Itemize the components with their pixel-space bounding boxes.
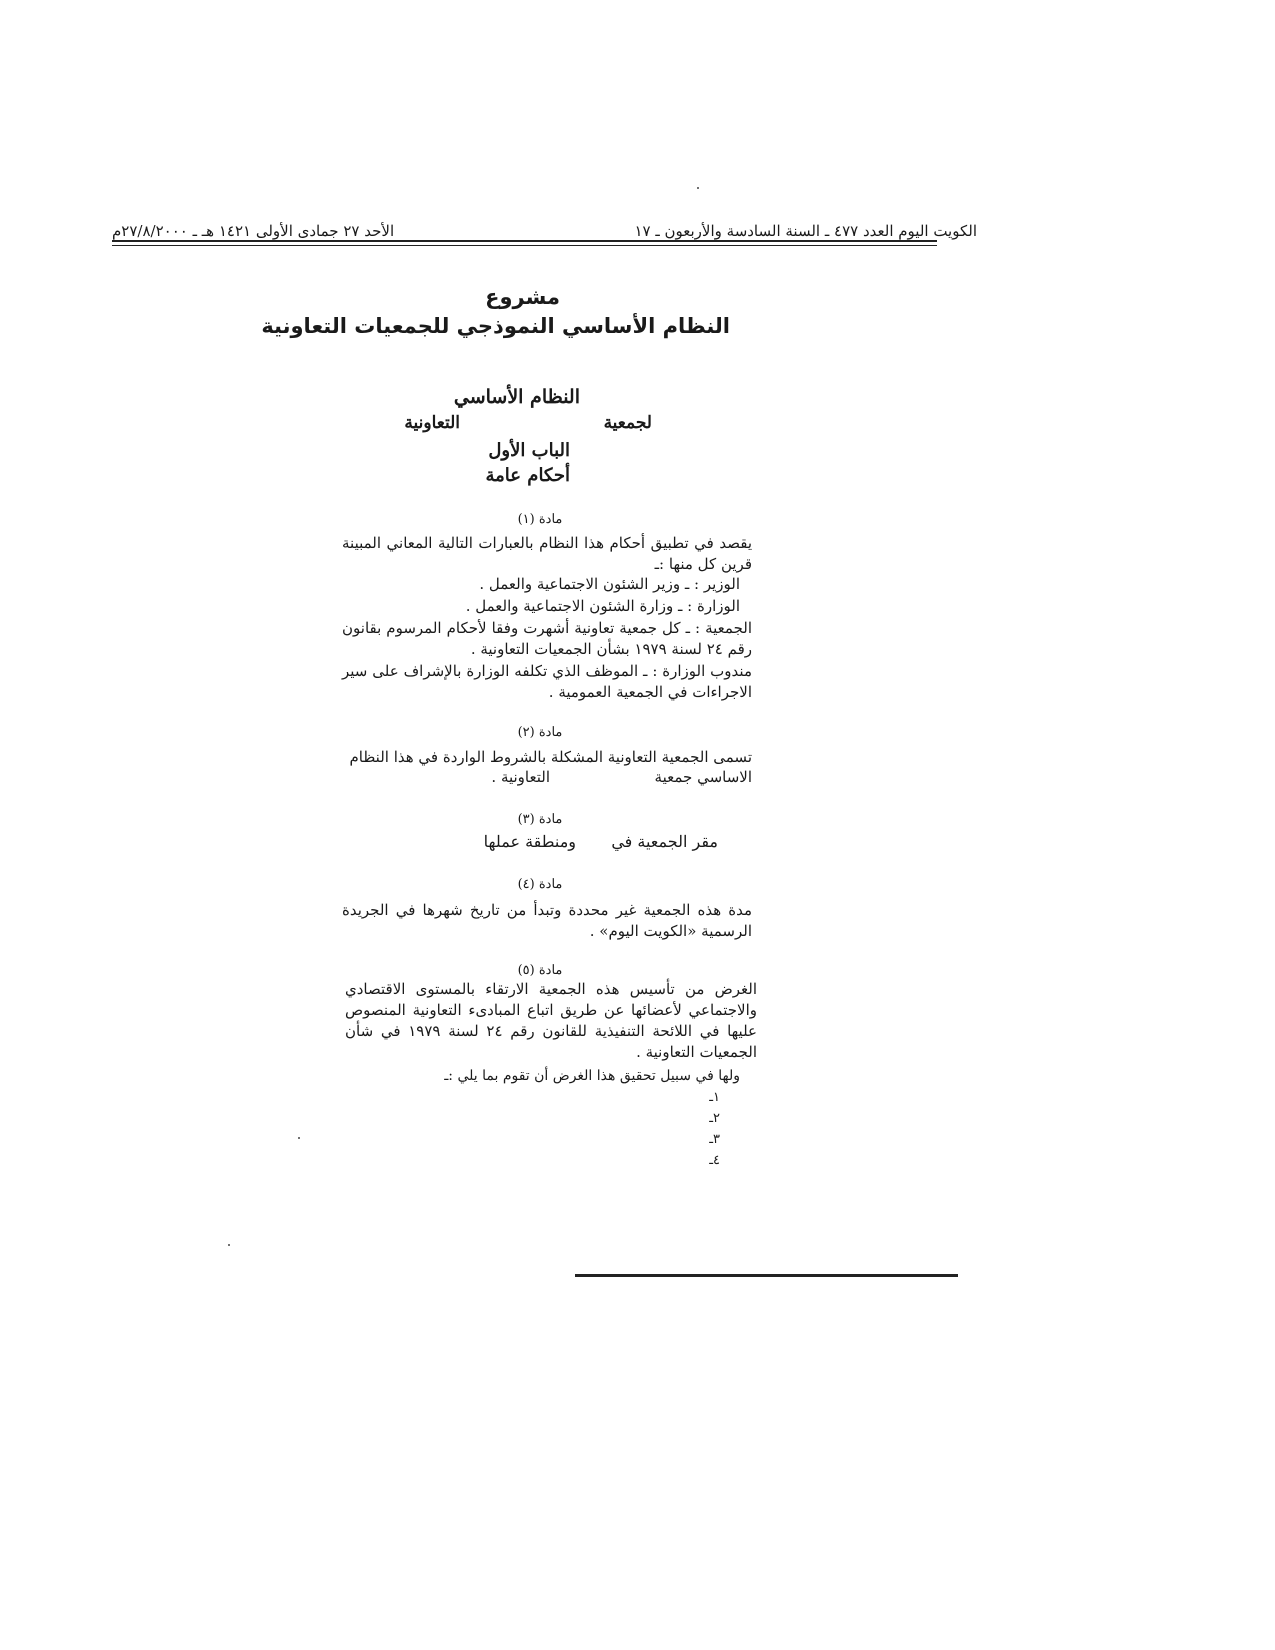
header-rule-thin — [112, 245, 937, 246]
article-4-text: مدة هذه الجمعية غير محددة وتبدأ من تاريخ شهرها في الجريدة الرسمية «الكويت اليوم» . — [342, 901, 752, 940]
header-issue-info: الكويت اليوم العدد ٤٧٧ ـ السنة السادسة والأربعون ـ ١٧ — [634, 222, 977, 240]
scan-speck — [228, 1244, 230, 1246]
article-2-society-name-end: التعاونية . — [491, 768, 550, 786]
article-2-line-1: تسمى الجمعية التعاونية المشكلة بالشروط الواردة في هذا النظام — [349, 748, 752, 766]
article-5-item-2: ٢ـ — [709, 1111, 720, 1126]
document-title: النظام الأساسي النموذجي للجمعيات التعاونية — [261, 314, 730, 338]
article-5-heading: مادة (٥) — [517, 963, 563, 978]
definition-society: الجمعية : ـ كل جمعية تعاونية أشهرت وفقا لأحكام المرسوم بقانون رقم ٢٤ لسنة ١٩٧٩ بشأن الجمعيات التعاونية . — [342, 619, 752, 658]
article-5-text: الغرض من تأسيس هذه الجمعية الارتقاء بالمستوى الاقتصادي والاجتماعي لأعضائها عن طريق اتباع المبادىء التعاونية المنصوص عليها في اللائحة التنفيذية للقانون رقم ٢٤ لسنة ١٩٧٩ في شأن الجمعيات التعاونية . — [345, 980, 757, 1061]
scan-speck — [697, 187, 699, 189]
article-5-item-1: ١ـ — [709, 1090, 720, 1105]
chapter-title: أحكام عامة — [485, 465, 570, 486]
scan-speck — [298, 1137, 300, 1139]
section-heading: النظام الأساسي — [453, 386, 580, 408]
definition-minister: الوزير : ـ وزير الشئون الاجتماعية والعمل . — [479, 575, 740, 593]
article-2-society-name-start: الاساسي جمعية — [654, 768, 752, 786]
article-4-heading: مادة (٤) — [517, 877, 563, 892]
article-3-headquarters: مقر الجمعية في — [611, 832, 718, 851]
article-2-heading: مادة (٢) — [517, 725, 563, 740]
article-1-heading: مادة (١) — [517, 512, 563, 527]
footer-rule — [575, 1274, 958, 1277]
header-rule-thick — [112, 240, 937, 242]
article-3-work-area: ومنطقة عملها — [483, 832, 576, 851]
definition-ministry: الوزارة : ـ وزارة الشئون الاجتماعية والعمل . — [465, 597, 740, 615]
article-1-intro: يقصد في تطبيق أحكام هذا النظام بالعبارات التالية المعاني المبينة قرين كل منها :ـ — [342, 534, 752, 573]
article-5-item-3: ٣ـ — [709, 1132, 720, 1147]
article-5-item-4: ٤ـ — [709, 1153, 720, 1168]
header-date: الأحد ٢٧ جمادى الأولى ١٤٢١ هـ ـ ٢٧/٨/٢٠٠٠م — [112, 222, 395, 240]
article-3-heading: مادة (٣) — [517, 812, 563, 827]
chapter-heading: الباب الأول — [488, 440, 570, 461]
society-name-prefix: لجمعية — [603, 413, 652, 433]
society-name-suffix: التعاونية — [404, 413, 460, 433]
title-draft: مشروع — [485, 285, 560, 309]
definition-delegate: مندوب الوزارة : ـ الموظف الذي تكلفه الوزارة بالإشراف على سير الاجراءات في الجمعية العمومية . — [342, 662, 752, 701]
article-5-means: ولها في سبيل تحقيق هذا الغرض أن تقوم بما يلي :ـ — [444, 1068, 740, 1084]
